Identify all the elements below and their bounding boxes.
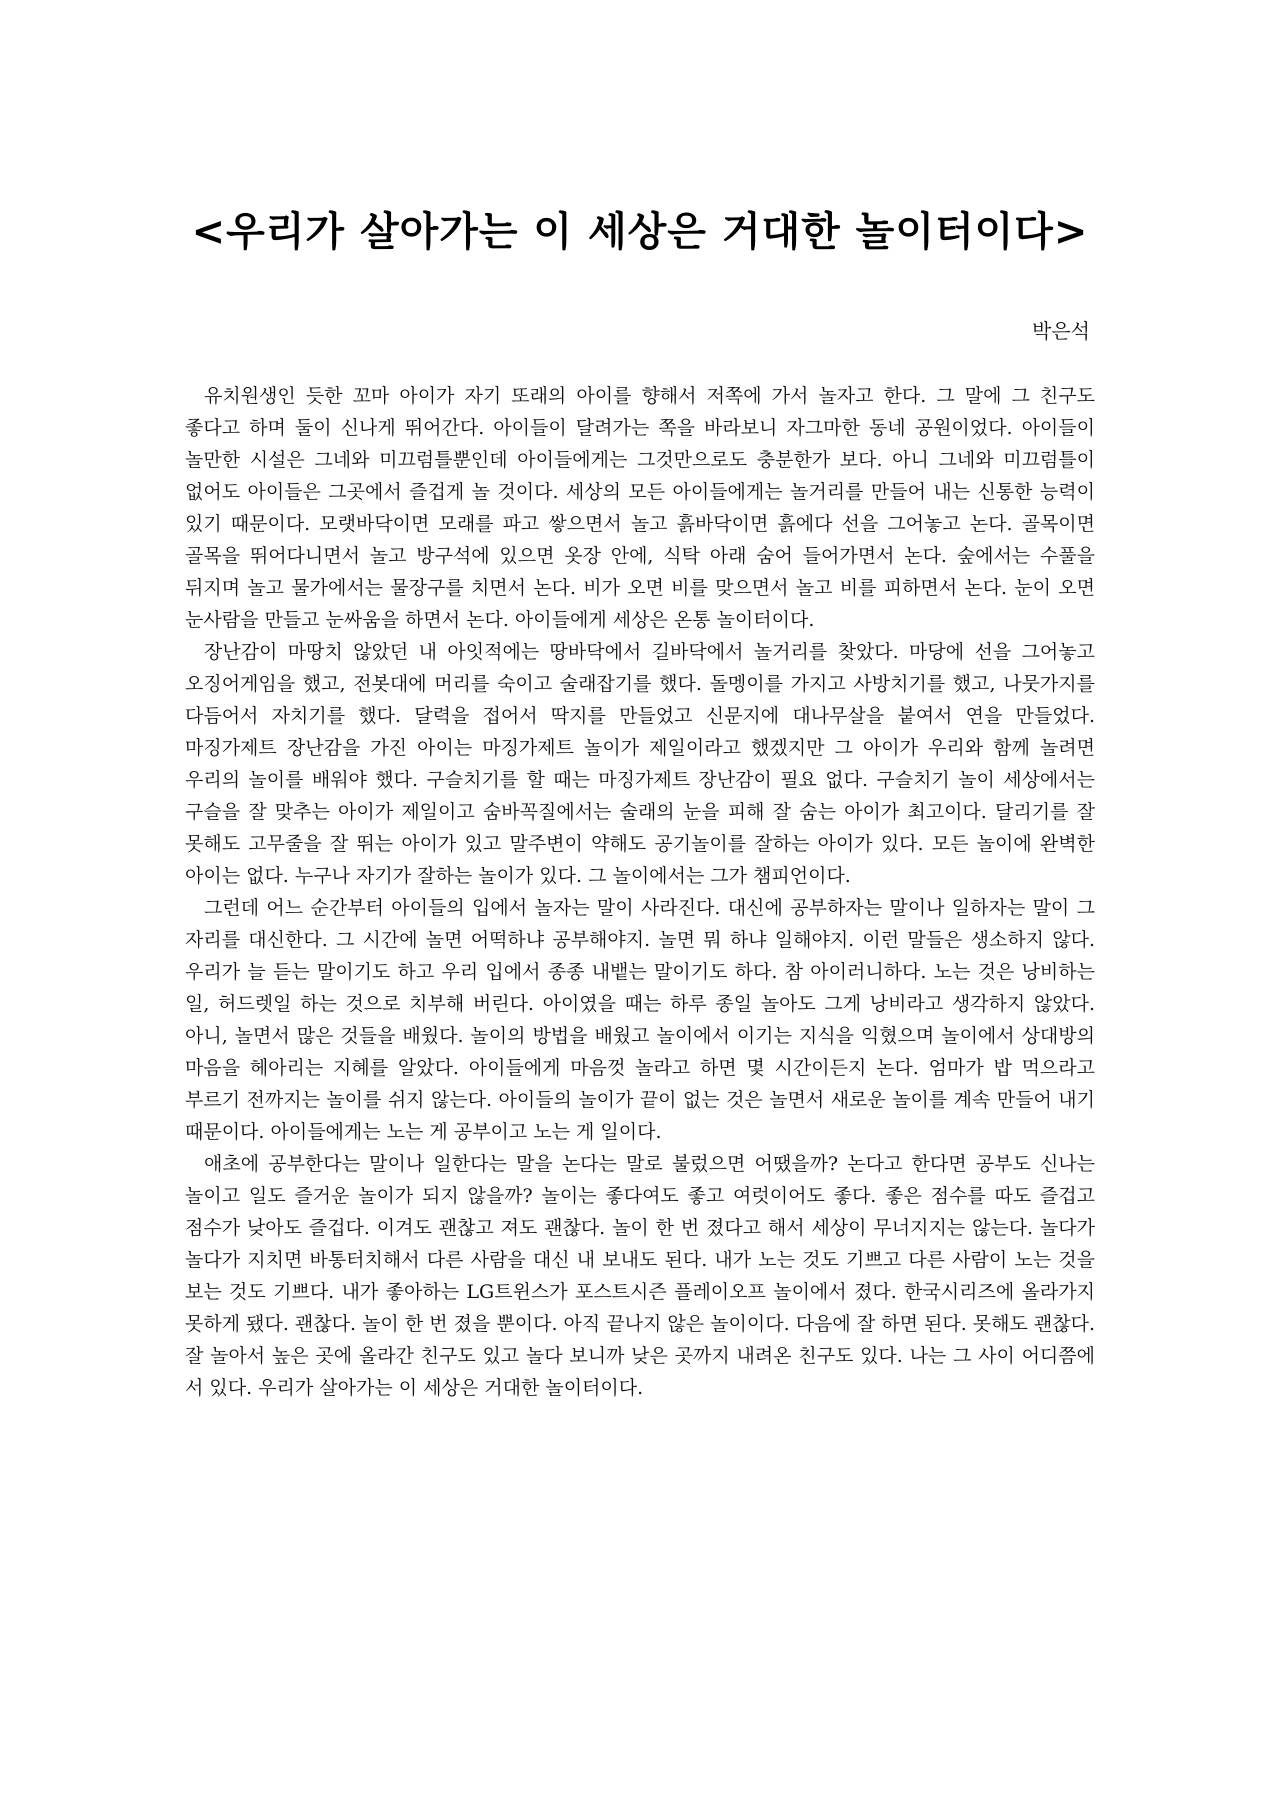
author-name: 박은석	[1032, 319, 1090, 343]
paragraph: 그런데 어느 순간부터 아이들의 입에서 놀자는 말이 사라진다. 대신에 공부하자는 말이나 일하자는 말이 그 자리를 대신한다. 그 시간에 놀면 어떡하냐 공부해야지. 놀면 뭐 하냐 일해야지. 이런 말들은 생소하지 않다. 우리가 늘 듣는 말이기도 하고 우리 입에서 종종 내뱉는 말이기도 하다. 참 아이러니하다. 노는 것은 낭비하는 일, 허드렛일 하는 것으로 치부해 버린다. 아이였을 때는 하루 종일 놀아도 그게 낭비라고 생각하지 않았다. 아니, 놀면서 많은 것들을 배웠다. 놀이의 방법을 배웠고 놀이에서 이기는 지식을 익혔으며 놀이에서 상대방의 마음을 헤아리는 지혜를 알았다. 아이들에게 마음껏 놀라고 하면 몇 시간이든지 논다. 엄마가 밥 먹으라고 부르기 전까지는 놀이를 쉬지 않는다. 아이들의 놀이가 끝이 없는 것은 놀면서 새로운 놀이를 계속 만들어 내기 때문이다. 아이들에게는 노는 게 공부이고 노는 게 일이다.	[185, 897, 1095, 1143]
paragraph: 애초에 공부한다는 말이나 일한다는 말을 논다는 말로 불렀으면 어땠을까? 논다고 한다면 공부도 신나는 놀이고 일도 즐거운 놀이가 되지 않을까? 놀이는 좋다여도 좋고 여럿이어도 좋다. 좋은 점수를 따도 즐겁고 점수가 낮아도 즐겁다. 이겨도 괜찮고 져도 괜찮다. 놀이 한 번 졌다고 해서 세상이 무너지지는 않는다. 놀다가 놀다가 지치면 바통터치해서 다른 사람을 대신 내 보내도 된다. 내가 노는 것도 기쁘고 다른 사람이 노는 것을 보는 것도 기쁘다. 내가 좋아하는 LG트윈스가 포스트시즌 플레이오프 놀이에서 졌다. 한국시리즈에 올라가지 못하게 됐다. 괜찮다. 놀이 한 번 졌을 뿐이다. 아직 끝나지 않은 놀이이다. 다음에 잘 하면 된다. 못해도 괜찮다. 잘 놀아서 높은 곳에 올라간 친구도 있고 놀다 보니까 낮은 곳까지 내려온 친구도 있다. 나는 그 사이 어디쯤에 서 있다. 우리가 살아가는 이 세상은 거대한 놀이터이다.	[185, 1153, 1095, 1399]
essay-body	[185, 380, 1095, 1404]
paragraph: 유치원생인 듯한 꼬마 아이가 자기 또래의 아이를 향해서 저쪽에 가서 놀자고 한다. 그 말에 그 친구도 좋다고 하며 둘이 신나게 뛰어간다. 아이들이 달려가는 쪽을 바라보니 자그마한 동네 공원이었다. 아이들이 놀만한 시설은 그네와 미끄럼틀뿐인데 아이들에게는 그것만으로도 충분한가 보다. 아니 그네와 미끄럼틀이 없어도 아이들은 그곳에서 즐겁게 놀 것이다. 세상의 모든 아이들에게는 놀거리를 만들어 내는 신통한 능력이 있기 때문이다. 모랫바닥이면 모래를 파고 쌓으면서 놀고 흙바닥이면 흙에다 선을 그어놓고 논다. 골목이면 골목을 뛰어다니면서 놀고 방구석에 있으면 옷장 안에, 식탁 아래 숨어 들어가면서 논다. 숲에서는 수풀을 뒤지며 놀고 물가에서는 물장구를 치면서 논다. 비가 오면 비를 맞으면서 놀고 비를 피하면서 논다. 눈이 오면 눈사람을 만들고 눈싸움을 하면서 논다. 아이들에게 세상은 온통 놀이터이다.	[185, 385, 1095, 631]
paragraph: 장난감이 마땅치 않았던 내 아잇적에는 땅바닥에서 길바닥에서 놀거리를 찾았다. 마당에 선을 그어놓고 오징어게임을 했고, 전봇대에 머리를 숙이고 술래잡기를 했다. 돌멩이를 가지고 사방치기를 했고, 나뭇가지를 다듬어서 자치기를 했다. 달력을 접어서 딱지를 만들었고 신문지에 대나무살을 붙여서 연을 만들었다. 마징가제트 장난감을 가진 아이는 마징가제트 놀이가 제일이라고 했겠지만 그 아이가 우리와 함께 놀려면 우리의 놀이를 배워야 했다. 구슬치기를 할 때는 마징가제트 장난감이 필요 없다. 구슬치기 놀이 세상에서는 구슬을 잘 맞추는 아이가 제일이고 숨바꼭질에서는 술래의 눈을 피해 잘 숨는 아이가 최고이다. 달리기를 잘 못해도 고무줄을 잘 뛰는 아이가 있고 말주변이 약해도 공기놀이를 잘하는 아이가 있다. 모든 놀이에 완벽한 아이는 없다. 누구나 자기가 잘하는 놀이가 있다. 그 놀이에서는 그가 챔피언이다.	[185, 641, 1095, 887]
page-title: <우리가 살아가는 이 세상은 거대한 놀이터이다>	[191, 209, 1089, 255]
